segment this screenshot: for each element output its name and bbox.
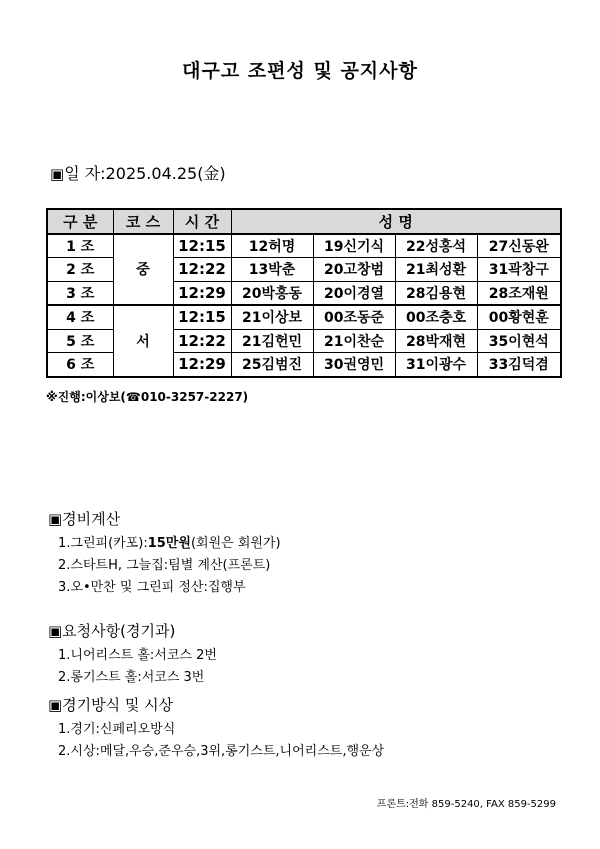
cost-item-1-suffix: (회원은 회원가) (190, 536, 281, 551)
group-cell: 5 조 (47, 329, 113, 353)
date-line (50, 161, 226, 184)
method-section-title: ▣경기방식 및 시상 (48, 696, 174, 714)
name-cell: 28김용현 (395, 281, 477, 305)
time-cell: 12:22 (173, 329, 231, 353)
cost-section (48, 508, 281, 599)
name-cell: 00조동준 (313, 305, 395, 329)
date-label: 일 자: (64, 164, 106, 183)
name-cell: 25김범진 (231, 353, 313, 377)
cost-item-3: 3.오•만찬 및 그린피 정산:집행부 (58, 580, 246, 595)
table-row (47, 234, 561, 258)
group-cell: 1 조 (47, 234, 113, 258)
schedule-table (46, 208, 562, 378)
name-cell: 13박춘 (231, 258, 313, 282)
name-cell: 33김덕겸 (477, 353, 561, 377)
name-cell: 00황현훈 (477, 305, 561, 329)
group-cell: 3 조 (47, 281, 113, 305)
request-section-title: ▣요청사항(경기과) (48, 622, 176, 640)
time-cell: 12:15 (173, 305, 231, 329)
name-cell: 20고창범 (313, 258, 395, 282)
cost-item-1-prefix: 1.그린피(카포): (58, 536, 148, 551)
header-names: 성 명 (231, 209, 561, 234)
time-cell: 12:29 (173, 281, 231, 305)
request-item-1: 1.니어리스트 홀:서코스 2번 (58, 648, 217, 663)
page-title: 대구고 조편성 및 공지사항 (182, 60, 418, 82)
method-section (48, 694, 384, 763)
time-cell: 12:29 (173, 353, 231, 377)
course-cell: 중 (113, 234, 173, 306)
time-cell: 12:15 (173, 234, 231, 258)
name-cell: 30권영민 (313, 353, 395, 377)
name-cell: 31이광수 (395, 353, 477, 377)
name-cell: 00조충호 (395, 305, 477, 329)
name-cell: 35이현석 (477, 329, 561, 353)
request-section (48, 620, 217, 689)
date-value: 2025.04.25(金) (105, 164, 226, 183)
front-desk-contact: 프론트:전화 859-5240, FAX 859-5299 (376, 799, 556, 810)
course-cell: 서 (113, 305, 173, 377)
method-item-1: 1.경기:신페리오방식 (58, 722, 176, 737)
header-group: 구 분 (47, 209, 113, 234)
group-cell: 6 조 (47, 353, 113, 377)
header-course: 코 스 (113, 209, 173, 234)
request-item-2: 2.롱기스트 홀:서코스 3번 (58, 670, 205, 685)
name-cell: 22성홍석 (395, 234, 477, 258)
group-cell: 2 조 (47, 258, 113, 282)
cost-item-1-amount: 15만원 (147, 536, 191, 551)
time-cell: 12:22 (173, 258, 231, 282)
name-cell: 21이상보 (231, 305, 313, 329)
name-cell: 28조재원 (477, 281, 561, 305)
cost-item-1 (58, 533, 281, 555)
name-cell: 27신동완 (477, 234, 561, 258)
name-cell: 12허명 (231, 234, 313, 258)
cost-item-2: 2.스타트H, 그늘집:팀별 계산(프론트) (58, 558, 271, 573)
name-cell: 28박재현 (395, 329, 477, 353)
header-time: 시 간 (173, 209, 231, 234)
table-row (47, 305, 561, 329)
table-header-row (47, 209, 561, 234)
cost-section-title: ▣경비계산 (48, 510, 121, 528)
name-cell: 21김헌민 (231, 329, 313, 353)
square-marker-icon: ▣ (50, 165, 65, 183)
name-cell: 21이찬순 (313, 329, 395, 353)
name-cell: 21최성환 (395, 258, 477, 282)
organizer-note: ※진행:이상보(☎010-3257-2227) (46, 390, 249, 404)
name-cell: 31곽창구 (477, 258, 561, 282)
name-cell: 20박홍동 (231, 281, 313, 305)
name-cell: 20이경열 (313, 281, 395, 305)
method-item-2: 2.시상:메달,우승,준우승,3위,롱기스트,니어리스트,행운상 (58, 744, 385, 759)
group-cell: 4 조 (47, 305, 113, 329)
name-cell: 19신기식 (313, 234, 395, 258)
